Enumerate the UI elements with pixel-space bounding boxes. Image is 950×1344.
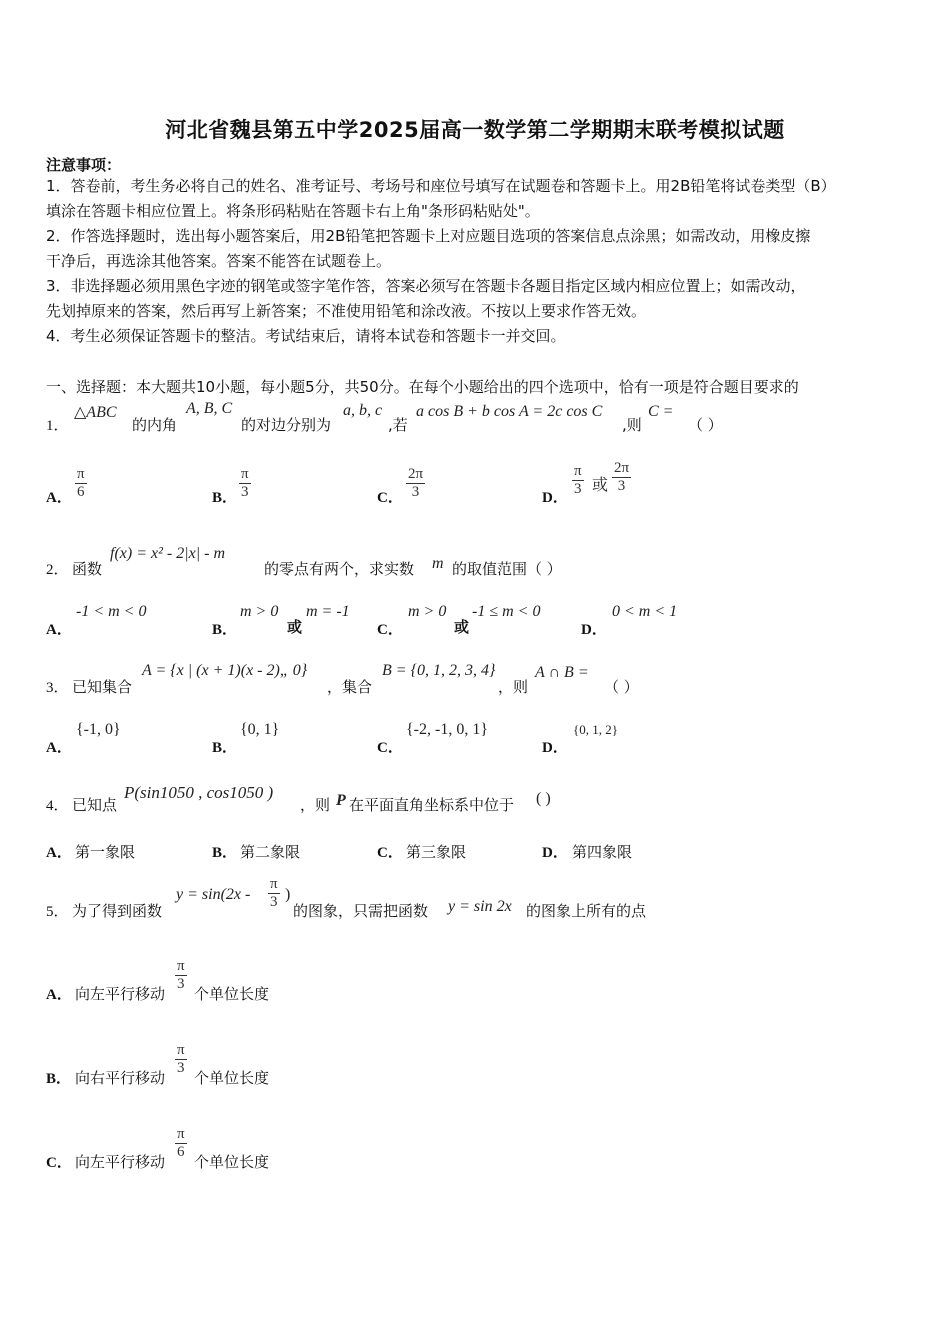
q1-text-4: ,则 — [622, 416, 642, 434]
q1-math-angles: A, B, C — [186, 400, 233, 417]
option-math: {0, 1} — [240, 721, 280, 738]
option-label: D． — [542, 740, 568, 756]
q1-text-3: ,若 — [388, 416, 408, 434]
option-label: C． — [377, 622, 403, 638]
fraction: $\frac{\pi}{6}$ — [77, 466, 85, 500]
option-label: A． — [46, 490, 72, 506]
or-text: 或 — [592, 477, 609, 494]
option-label: B． — [46, 1071, 72, 1087]
notice-line-1: 1．答卷前，考生务必将自己的姓名、准考证号、考场号和座位号填写在试题卷和答题卡上。用2B铅笔将试卷类型（B） — [46, 177, 836, 195]
option-label: A． — [46, 987, 72, 1003]
option-math: {-1, 0} — [76, 721, 121, 738]
option-label: D． — [581, 622, 607, 638]
option-label: C． — [377, 490, 403, 506]
option-label: A． — [46, 622, 72, 638]
option-label: C． — [377, 845, 403, 861]
q2-number: 2． — [46, 562, 69, 578]
fraction: $\frac{2\pi}{3}$ — [614, 460, 630, 494]
option-math: 0 < m < 1 — [612, 603, 678, 620]
fraction: $\frac{\pi}{6}$ — [177, 1126, 185, 1160]
q5-text-3: 的图象上所有的点 — [526, 902, 647, 920]
q1-answer-paren: （ ） — [688, 416, 723, 434]
q4-number: 4． — [46, 798, 69, 814]
option-label: D． — [542, 490, 568, 506]
option-text-pre: 向左平行移动 — [75, 985, 166, 1003]
section-heading: 一、选择题：本大题共10小题，每小题5分，共50分。在每个小题给出的四个选项中，恰有一项是符合题目要求的 — [46, 378, 799, 396]
option-math-2: -1 ≤ m < 0 — [472, 603, 541, 620]
option-math: m > 0 — [408, 603, 447, 620]
option-text: 第二象限 — [240, 843, 301, 861]
option-text-pre: 向左平行移动 — [75, 1153, 166, 1171]
q4-text-2: ，则 — [300, 796, 331, 814]
fraction: $\frac{\pi}{3}$ — [177, 958, 185, 992]
q5-text-2: 的图象，只需把函数 — [293, 902, 429, 920]
option-text: 第三象限 — [406, 843, 467, 861]
q3-text-2: ，集合 — [327, 678, 373, 696]
q4-math-point: P(sin1050 , cos1050 ) — [124, 783, 274, 802]
q5-math-function: y = sin(2x - — [176, 886, 251, 903]
fraction: $\frac{2\pi}{3}$ — [408, 466, 424, 500]
q1-text-1: 的内角 — [132, 416, 178, 434]
q5-fraction: $\frac{\pi}{3}$ — [270, 876, 278, 910]
q3-math-set-b: B = {0, 1, 2, 3, 4} — [382, 662, 496, 679]
notice-line-7: 4．考生必须保证答题卡的整洁。考试结束后，请将本试卷和答题卡一并交回。 — [46, 327, 566, 345]
q3-text-3: ，则 — [498, 678, 529, 696]
option-label: B． — [212, 490, 238, 506]
notice-line-4: 干净后，再选涂其他答案。答案不能答在试题卷上。 — [46, 252, 392, 270]
notice-line-3: 2．作答选择题时，选出每小题答案后，用2B铅笔把答题卡上对应题目选项的答案信息点涂黑；如需改动，用橡皮擦 — [46, 227, 811, 245]
option-text-pre: 向右平行移动 — [75, 1069, 166, 1087]
or-text: 或 — [454, 618, 470, 636]
option-math: m > 0 — [240, 603, 279, 620]
option-label: C． — [46, 1155, 72, 1171]
option-text-post: 个单位长度 — [194, 1153, 270, 1171]
notice-line-6: 先划掉原来的答案，然后再写上新答案；不准使用铅笔和涂改液。不按以上要求作答无效。 — [46, 302, 647, 320]
q4-text-1: 已知点 — [72, 796, 118, 814]
q1-math-triangle: △ABC — [74, 404, 117, 421]
q2-text-3: 的取值范围（ ） — [452, 560, 562, 578]
q2-text-1: 函数 — [72, 560, 103, 578]
option-math: -1 < m < 0 — [76, 603, 147, 620]
notice-heading: 注意事项： — [46, 156, 122, 174]
q2-text-2: 的零点有两个，求实数 — [264, 560, 415, 578]
option-label: B． — [212, 740, 238, 756]
q4-text-3: 在平面直角坐标系中位于 — [349, 796, 515, 814]
q3-answer-paren: （ ） — [604, 678, 639, 696]
option-label: B． — [212, 622, 238, 638]
q5-math-base: y = sin 2x — [448, 898, 512, 915]
q1-math-sides: a, b, c — [343, 402, 383, 419]
q2-math-function: f(x) = x² - 2|x| - m — [110, 545, 226, 562]
q4-answer-paren: ( ) — [536, 790, 551, 807]
notice-line-2: 填涂在答题卡相应位置上。将条形码粘贴在答题卡右上角"条形码粘贴处"。 — [46, 202, 540, 220]
q5-number: 5． — [46, 904, 69, 920]
q2-math-m: m — [432, 555, 444, 572]
option-text-post: 个单位长度 — [194, 1069, 270, 1087]
option-text-post: 个单位长度 — [194, 985, 270, 1003]
page-title: 河北省魏县第五中学2025届高一数学第二学期期末联考模拟试题 — [165, 118, 785, 142]
option-label: D． — [542, 845, 568, 861]
option-label: A． — [46, 845, 72, 861]
q3-text-1: 已知集合 — [72, 678, 133, 696]
q5-text-1: 为了得到函数 — [72, 902, 163, 920]
q3-number: 3． — [46, 680, 69, 696]
option-text: 第四象限 — [572, 843, 633, 861]
notice-line-5: 3．非选择题必须用黑色字迹的钢笔或签字笔作答，答案必须写在答题卡各题目指定区域内相应位置上；如需改动， — [46, 277, 806, 295]
q3-math-intersection: A ∩ B = — [535, 664, 589, 681]
fraction: $\frac{\pi}{3}$ — [574, 463, 582, 497]
q1-math-equation: a cos B + b cos A = 2c cos C — [416, 403, 603, 420]
q3-math-set-a: A = {x | (x + 1)(x - 2)„ 0} — [142, 662, 308, 679]
fraction: $\frac{\pi}{3}$ — [177, 1042, 185, 1076]
option-label: B． — [212, 845, 238, 861]
option-math: {-2, -1, 0, 1} — [406, 721, 489, 738]
option-math: {0, 1, 2} — [573, 722, 618, 737]
q1-math-c: C = — [648, 403, 674, 420]
or-text: 或 — [287, 618, 303, 636]
q4-math-p: P — [336, 792, 346, 809]
option-text: 第一象限 — [75, 843, 136, 861]
option-label: C． — [377, 740, 403, 756]
option-math-2: m = -1 — [306, 603, 350, 620]
fraction: $\frac{\pi}{3}$ — [241, 466, 249, 500]
q5-math-paren: ) — [285, 886, 291, 903]
q1-number: 1． — [46, 418, 69, 434]
option-label: A． — [46, 740, 72, 756]
q1-text-2: 的对边分别为 — [241, 416, 332, 434]
